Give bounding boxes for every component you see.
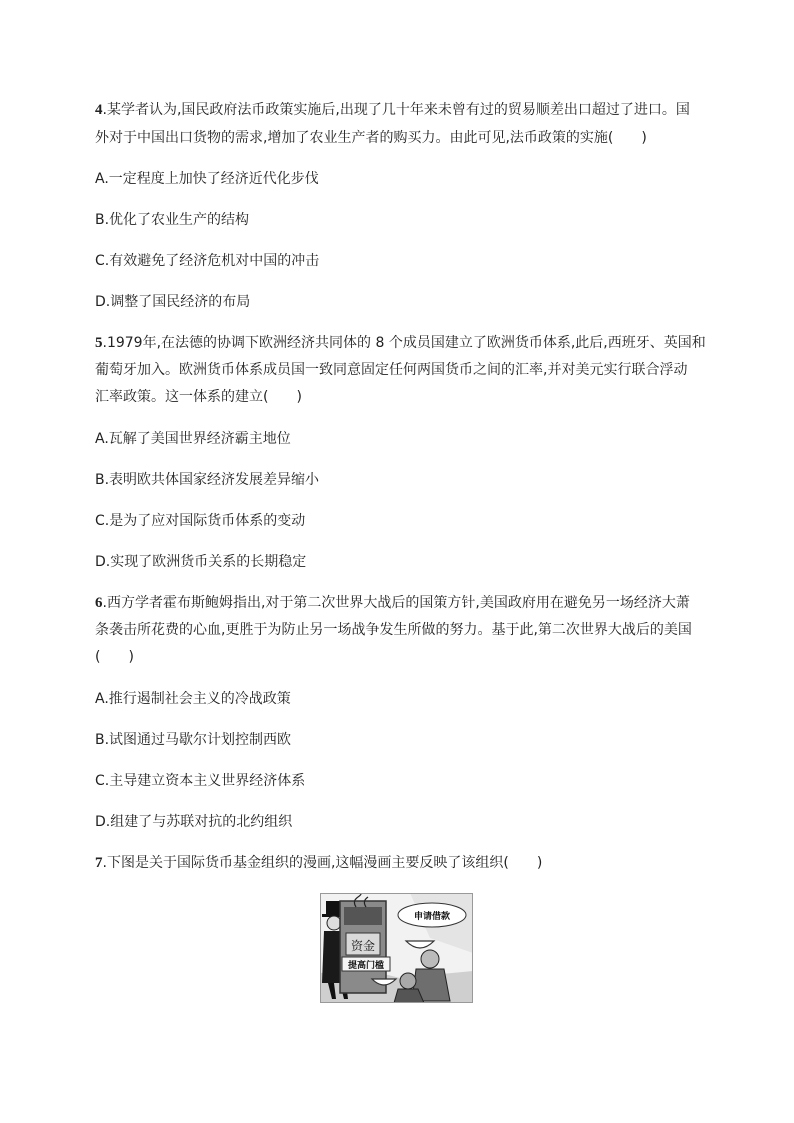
question-5-option-b: B.表明欧共体国家经济发展差异缩小 bbox=[95, 472, 320, 488]
question-5-line-2: 葡萄牙加入。欧洲货币体系成员国一致同意固定任何两国货币之间的汇率,并对美元实行联合浮动 bbox=[95, 362, 688, 378]
question-6-option-c: C.主导建立资本主义世界经济体系 bbox=[95, 773, 306, 789]
question-4-line-2: 外对于中国出口货物的需求,增加了农业生产者的购买力。由此可见,法币政策的实施( ) bbox=[95, 130, 647, 146]
question-5-option-d: D.实现了欧洲货币关系的长期稳定 bbox=[95, 554, 307, 570]
cartoon-illustration bbox=[320, 893, 473, 1003]
question-number: 5 bbox=[95, 335, 103, 351]
question-4-option-a: A.一定程度上加快了经济近代化步伐 bbox=[95, 171, 319, 187]
question-4-option-b: B.优化了农业生产的结构 bbox=[95, 212, 250, 228]
question-4-option-d: D.调整了国民经济的布局 bbox=[95, 294, 251, 310]
question-5-option-a: A.瓦解了美国世界经济霸主地位 bbox=[95, 431, 291, 447]
question-4-line-1: 4.某学者认为,国民政府法币政策实施后,出现了几十年来未曾有过的贸易顺差出口超过了进口。国 bbox=[95, 102, 690, 118]
question-5-line-1: 5.1979年,在法德的协调下欧洲经济共同体的 8 个成员国建立了欧洲货币体系,此后,西班牙、英国和 bbox=[95, 335, 706, 351]
label-money: 资金 bbox=[350, 939, 376, 953]
question-number: 4 bbox=[95, 102, 103, 118]
question-4-option-c: C.有效避免了经济危机对中国的冲击 bbox=[95, 253, 320, 269]
question-7-line-1: 7.下图是关于国际货币基金组织的漫画,这幅漫画主要反映了该组织( ) bbox=[95, 855, 543, 871]
question-6-line-3: ( ) bbox=[95, 649, 134, 665]
question-6-option-d: D.组建了与苏联对抗的北约组织 bbox=[95, 814, 293, 830]
question-5-option-c: C.是为了应对国际货币体系的变动 bbox=[95, 513, 306, 529]
label-apply-loan: 申请借款 bbox=[413, 912, 451, 922]
question-6-line-2: 条袭击所花费的心血,更胜于为防止另一场战争发生所做的努力。基于此,第二次世界大战后的美国 bbox=[95, 622, 692, 638]
question-6-option-b: B.试图通过马歇尔计划控制西欧 bbox=[95, 732, 292, 748]
question-number: 6 bbox=[95, 595, 103, 611]
question-number: 7 bbox=[95, 855, 103, 871]
question-6-line-1: 6.西方学者霍布斯鲍姆指出,对于第二次世界大战后的国策方针,美国政府用在避免另一场经济大萧 bbox=[95, 595, 690, 611]
label-threshold: 提高门槛 bbox=[347, 961, 385, 971]
question-6-option-a: A.推行遏制社会主义的冷战政策 bbox=[95, 691, 291, 707]
imf-cartoon bbox=[320, 893, 473, 1003]
question-5-line-3: 汇率政策。这一体系的建立( ) bbox=[95, 389, 302, 405]
